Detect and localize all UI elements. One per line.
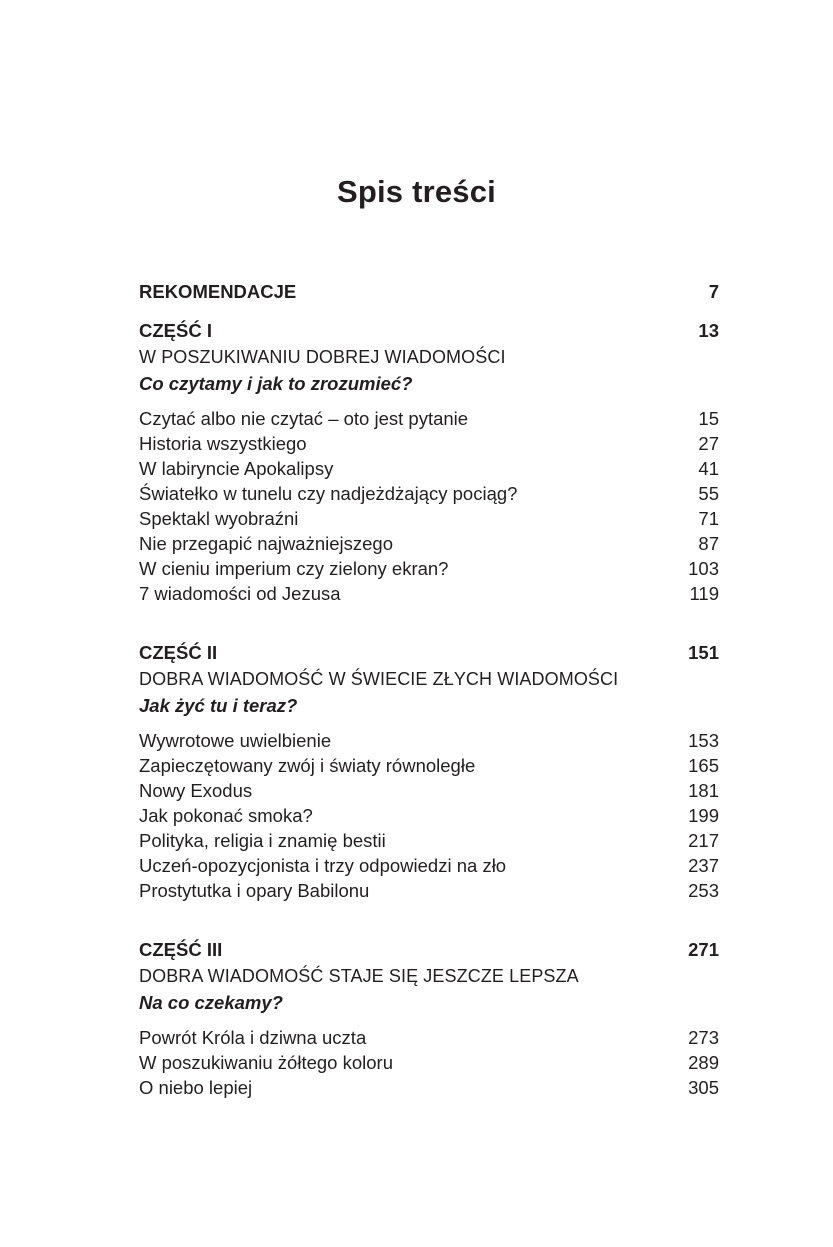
chapter-entry[interactable] — [139, 531, 719, 556]
chapter-title: Polityka, religia i znamię bestii — [139, 830, 386, 851]
part-subtitle: DOBRA WIADOMOŚĆ STAJE SIĘ JESZCZE LEPSZA — [139, 966, 579, 986]
part-heading[interactable] — [139, 317, 719, 344]
chapter-entry[interactable] — [139, 778, 719, 803]
chapter-page: 15 — [698, 408, 719, 429]
part-subtitle: W POSZUKIWANIU DOBREJ WIADOMOŚCI — [139, 347, 506, 367]
chapter-entry[interactable] — [139, 1050, 719, 1075]
chapter-title: Prostytutka i opary Babilonu — [139, 880, 370, 901]
chapter-entry[interactable] — [139, 406, 719, 431]
chapter-entry[interactable] — [139, 431, 719, 456]
spacer — [139, 606, 719, 639]
chapter-title: W labiryncie Apokalipsy — [139, 458, 334, 479]
part-label: CZĘŚĆ II — [139, 642, 218, 663]
part-section — [139, 936, 719, 1100]
table-of-contents — [139, 279, 719, 1100]
chapter-title: O niebo lepiej — [139, 1077, 253, 1098]
chapter-entry[interactable] — [139, 556, 719, 581]
chapter-title: W cieniu imperium czy zielony ekran? — [139, 558, 449, 579]
spacer — [139, 1015, 719, 1025]
part-section — [139, 639, 719, 903]
chapter-page: 41 — [698, 458, 719, 479]
spacer — [139, 396, 719, 406]
spacer — [139, 718, 719, 728]
chapter-page: 289 — [688, 1052, 719, 1073]
part-question: Jak żyć tu i teraz? — [139, 695, 298, 716]
part-section — [139, 317, 719, 606]
chapter-title: Uczeń-opozycjonista i trzy odpowiedzi na zło — [139, 855, 507, 876]
part-page: 13 — [698, 320, 719, 341]
part-subtitle: DOBRA WIADOMOŚĆ W ŚWIECIE ZŁYCH WIADOMOŚCI — [139, 669, 619, 689]
chapter-page: 153 — [688, 730, 719, 751]
chapter-title: Jak pokonać smoka? — [139, 805, 313, 826]
chapter-list — [139, 1025, 719, 1100]
chapter-page: 217 — [688, 830, 719, 851]
chapter-title: Zapieczętowany zwój i światy równoległe — [139, 755, 476, 776]
spacer — [139, 304, 719, 317]
part-page: 151 — [688, 642, 719, 663]
chapter-entry[interactable] — [139, 506, 719, 531]
chapter-entry[interactable] — [139, 581, 719, 606]
chapter-page: 55 — [698, 483, 719, 504]
chapter-page: 119 — [689, 583, 719, 604]
chapter-title: Czytać albo nie czytać – oto jest pytanie — [139, 408, 469, 429]
chapter-page: 237 — [688, 855, 719, 876]
chapter-title: 7 wiadomości od Jezusa — [139, 583, 341, 604]
chapter-title: W poszukiwaniu żółtego koloru — [139, 1052, 393, 1073]
chapter-title: Wywrotowe uwielbienie — [139, 730, 332, 751]
part-question: Co czytamy i jak to zrozumieć? — [139, 373, 413, 394]
chapter-title: Nie przegapić najważniejszego — [139, 533, 394, 554]
spacer — [139, 903, 719, 936]
chapter-title: Nowy Exodus — [139, 780, 253, 801]
chapter-entry[interactable] — [139, 753, 719, 778]
chapter-title: Historia wszystkiego — [139, 433, 307, 454]
chapter-entry[interactable] — [139, 1075, 719, 1100]
chapter-title: Spektakl wyobraźni — [139, 508, 299, 529]
chapter-list — [139, 728, 719, 903]
chapter-entry[interactable] — [139, 728, 719, 753]
part-label: CZĘŚĆ I — [139, 320, 212, 341]
entry-page: 7 — [708, 281, 719, 302]
entry-title: REKOMENDACJE — [139, 281, 297, 302]
chapter-page: 71 — [698, 508, 719, 529]
toc-entry-recommendations[interactable] — [139, 279, 719, 304]
chapter-title: Powrót Króla i dziwna uczta — [139, 1027, 367, 1048]
part-heading[interactable] — [139, 639, 719, 666]
part-page: 271 — [688, 939, 719, 960]
chapter-title: Światełko w tunelu czy nadjeżdżający pociąg? — [139, 483, 518, 504]
chapter-entry[interactable] — [139, 878, 719, 903]
chapter-entry[interactable] — [139, 828, 719, 853]
chapter-page: 253 — [688, 880, 719, 901]
part-label: CZĘŚĆ III — [139, 939, 223, 960]
page-title: Spis treści — [336, 174, 496, 209]
chapter-page: 181 — [688, 780, 719, 801]
chapter-entry[interactable] — [139, 456, 719, 481]
chapter-page: 87 — [698, 533, 719, 554]
chapter-page: 199 — [688, 805, 719, 826]
chapter-page: 305 — [688, 1077, 719, 1098]
chapter-page: 165 — [688, 755, 719, 776]
chapter-page: 273 — [688, 1027, 719, 1048]
chapter-entry[interactable] — [139, 481, 719, 506]
chapter-entry[interactable] — [139, 1025, 719, 1050]
part-heading[interactable] — [139, 936, 719, 963]
chapter-page: 27 — [698, 433, 719, 454]
chapter-list — [139, 406, 719, 606]
part-question: Na co czekamy? — [139, 992, 283, 1013]
chapter-entry[interactable] — [139, 853, 719, 878]
chapter-page: 103 — [688, 558, 719, 579]
chapter-entry[interactable] — [139, 803, 719, 828]
